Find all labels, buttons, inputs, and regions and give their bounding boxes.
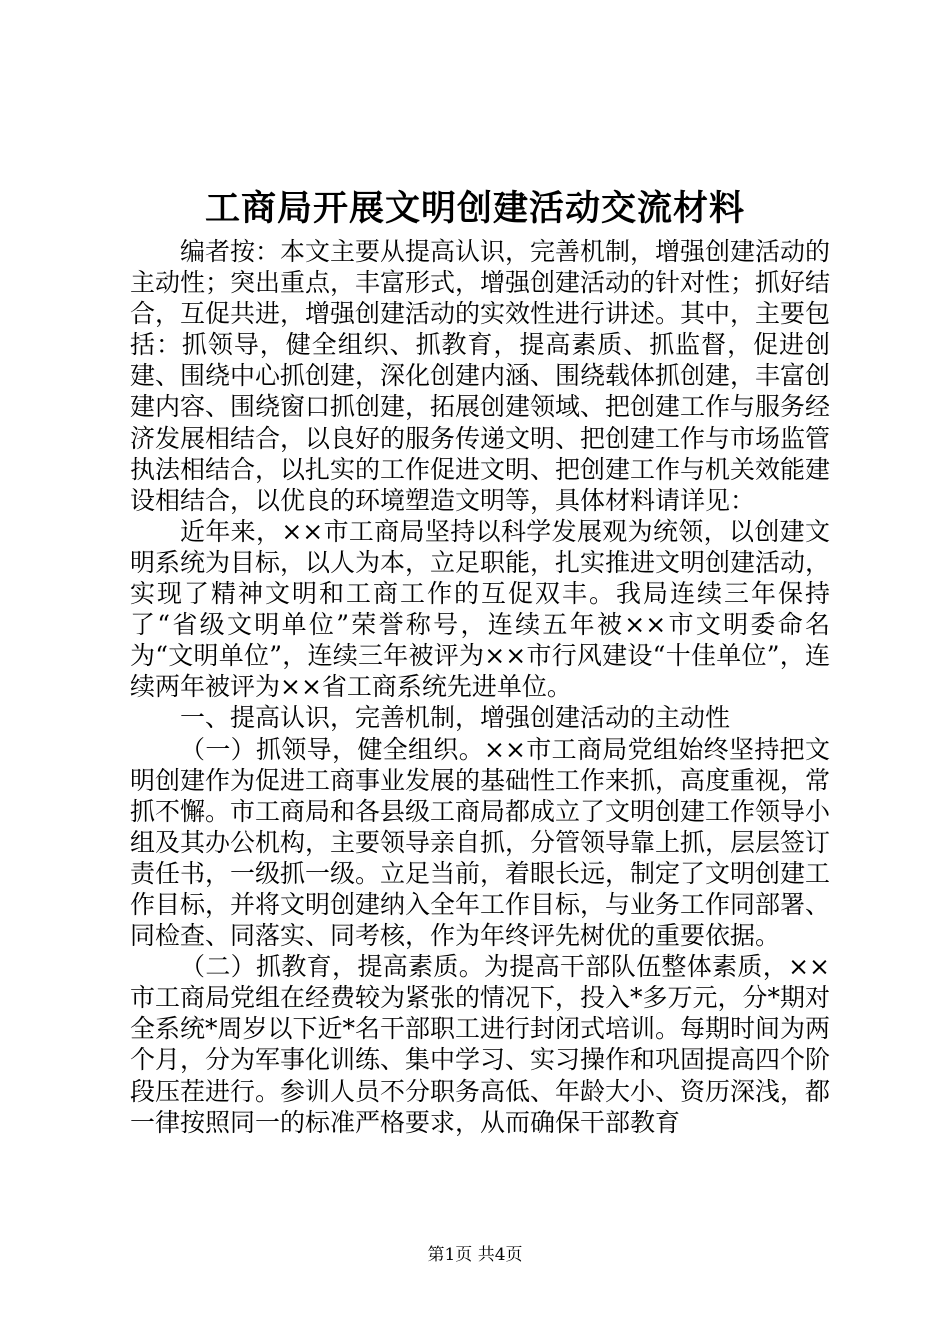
document-title: 工商局开展文明创建活动交流材料 — [204, 188, 745, 229]
document-body — [130, 236, 830, 1138]
subsection-paragraph-1: （一）抓领导，健全组织。××市工商局党组始终坚持把文明创建作为促进工商事业发展的基础性工作来抓，高度重视，常抓不懈。市工商局和各县级工商局都成立了文明创建工作领导小组及其办公机构，主要领导亲自抓，分管领导靠上抓，层层签订责任书，一级抓一级。立足当前，着眼长远，制定了文明创建工作目标，并将文明创建纳入全年工作目标，与业务工作同部署、同检查、同落实、同考核，作为年终评先树优的重要依据。 — [130, 734, 831, 951]
intro-paragraph: 近年来，××市工商局坚持以科学发展观为统领，以创建文明系统为目标，以人为本，立足职能，扎实推进文明创建活动，实现了精神文明和工商工作的互促双丰。我局连续三年保持了“省级文明单位”荣誉称号，连续五年被××市文明委命名为“文明单位”，连续三年被评为××市行风建设“十佳单位”，连续两年被评为××省工商系统先进单位。 — [130, 516, 831, 702]
page-footer: 第1页 共4页 — [427, 1245, 523, 1265]
subsection-paragraph-2: （二）抓教育，提高素质。为提高干部队伍整体素质，××市工商局党组在经费较为紧张的情况下，投入*多万元，分*期对全系统*周岁以下近*名干部职工进行封闭式培训。每期时间为两个月，分为军事化训练、集中学习、实习操作和巩固提高四个阶段压茬进行。参训人员不分职务高低、年龄大小、资历深浅，都一律按照同一的标准严格要求，从而确保干部教育 — [130, 952, 831, 1137]
section-heading-1: 一、提高认识，完善机制，增强创建活动的主动性 — [180, 703, 731, 733]
editor-note-paragraph: 编者按：本文主要从提高认识，完善机制，增强创建活动的主动性；突出重点，丰富形式，增强创建活动的针对性；抓好结合，互促共进，增强创建活动的实效性进行讲述。其中，主要包括：抓领导，健全组织、抓教育，提高素质、抓监督，促进创建、围绕中心抓创建，深化创建内涵、围绕载体抓创建，丰富创建内容、围绕窗口抓创建，拓展创建领域、把创建工作与服务经济发展相结合，以良好的服务传递文明、把创建工作与市场监管执法相结合，以扎实的工作促进文明、把创建工作与机关效能建设相结合，以优良的环境塑造文明等，具体材料请详见： — [130, 237, 831, 515]
